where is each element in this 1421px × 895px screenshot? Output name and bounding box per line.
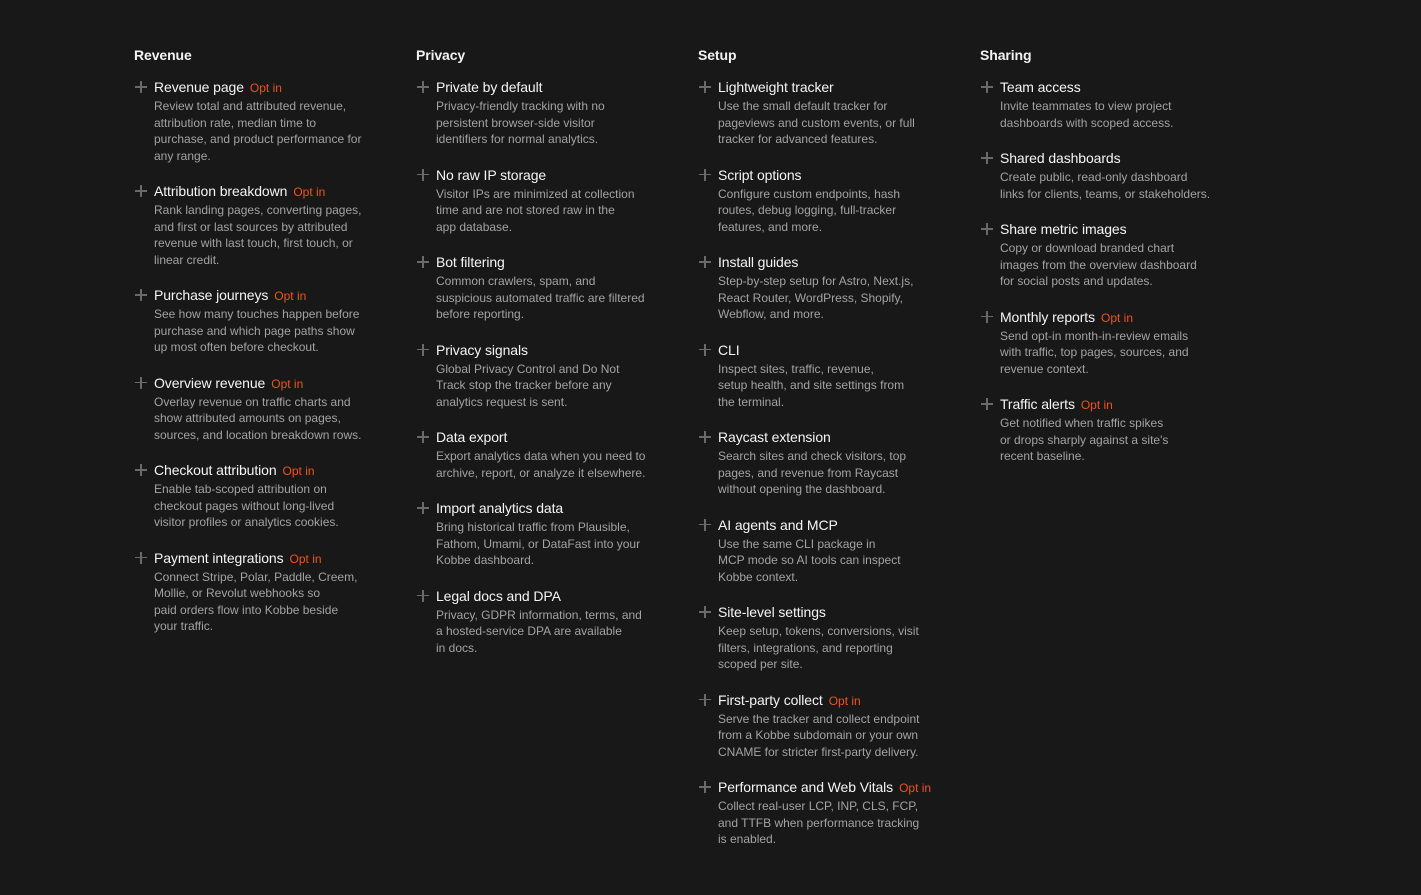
- feature-description: [154, 569, 396, 635]
- feature-install-guides: [698, 253, 960, 323]
- feature-title: Purchase journeys: [154, 287, 269, 303]
- description-line: from a Kobbe subdomain or your own: [718, 728, 919, 742]
- column-setup: [698, 46, 960, 866]
- feature-description: [718, 98, 960, 148]
- feature-description: [718, 711, 960, 761]
- column-revenue: [134, 46, 396, 653]
- description-line: archive, report, or analyze it elsewhere.: [436, 465, 646, 480]
- description-line: a hosted-service DPA are available: [436, 624, 622, 638]
- plus-icon: [135, 377, 147, 389]
- description-line: Visitor IPs are minimized at collection: [436, 186, 635, 201]
- feature-header: [436, 428, 678, 446]
- opt-in-badge: Opt in: [289, 551, 322, 566]
- plus-icon: [417, 590, 429, 602]
- feature-share-metric-images: [980, 220, 1242, 290]
- plus-icon: [135, 552, 147, 564]
- feature-privacy-signals: [416, 341, 678, 411]
- description-line: Review total and attributed revenue,: [154, 99, 347, 113]
- feature-data-export: [416, 428, 678, 481]
- plus-icon: [981, 398, 993, 410]
- description-line: purchase, and product performance for: [154, 132, 362, 146]
- opt-in-badge: Opt in: [274, 289, 307, 303]
- description-line: in docs.: [436, 640, 478, 655]
- feature-description: [436, 448, 678, 481]
- plus-icon: [135, 81, 147, 93]
- feature-description: [436, 273, 678, 323]
- column-title: Revenue: [134, 47, 192, 63]
- feature-description: [718, 186, 960, 236]
- description-line: paid orders flow into Kobbe beside: [154, 602, 339, 617]
- feature-description: [436, 607, 678, 657]
- feature-header: [154, 461, 396, 479]
- feature-title: Lightweight tracker: [718, 79, 834, 95]
- feature-import-analytics-data: [416, 499, 678, 569]
- description-line: Overlay revenue on traffic charts and: [154, 394, 351, 409]
- feature-shared-dashboards: [980, 149, 1242, 202]
- feature-header: [1000, 149, 1242, 167]
- feature-header: [154, 78, 396, 96]
- feature-bot-filtering: [416, 253, 678, 323]
- feature-header: [154, 374, 396, 392]
- feature-header: [436, 587, 678, 605]
- description-line: show attributed amounts on pages,: [154, 411, 341, 425]
- description-line: See how many touches happen before: [154, 307, 360, 321]
- feature-site-level-settings: [698, 603, 960, 673]
- column-title: Privacy: [416, 47, 466, 63]
- feature-description: [718, 448, 960, 498]
- feature-header: [718, 341, 960, 359]
- description-line: Send opt-in month-in-review emails: [1000, 328, 1189, 343]
- description-line: Export analytics data when you need to: [436, 449, 646, 463]
- description-line: app database.: [436, 219, 513, 234]
- feature-header: [436, 253, 678, 271]
- feature-team-access: [980, 78, 1242, 131]
- feature-legal-docs-and-dpa: [416, 587, 678, 657]
- plus-icon: [699, 169, 711, 181]
- feature-title: Install guides: [718, 254, 799, 270]
- feature-description: [154, 481, 396, 531]
- feature-description: [718, 536, 960, 586]
- opt-in-badge: Opt in: [282, 464, 315, 478]
- feature-ai-agents-and-mcp: [698, 516, 960, 586]
- plus-icon: [981, 152, 993, 164]
- feature-header: [436, 166, 678, 184]
- description-line: dashboards with scoped access.: [1000, 115, 1174, 130]
- plus-icon: [699, 431, 711, 443]
- description-line: Use the small default tracker for: [718, 99, 888, 113]
- description-line: and first or last sources by attributed: [154, 219, 348, 234]
- feature-title: Monthly reports: [1000, 308, 1095, 325]
- plus-icon: [981, 223, 993, 235]
- feature-title: No raw IP storage: [436, 166, 547, 183]
- plus-icon: [135, 464, 147, 476]
- feature-title: First-party collect: [718, 691, 823, 708]
- feature-header: [1000, 220, 1242, 238]
- column-title: Setup: [698, 47, 737, 63]
- feature-title: Performance and Web Vitals: [718, 779, 894, 795]
- description-line: analytics request is sent.: [436, 394, 568, 409]
- description-line: identifiers for normal analytics.: [436, 132, 599, 146]
- description-line: Track stop the tracker before any: [436, 378, 612, 392]
- feature-description: [154, 394, 396, 444]
- plus-icon: [699, 781, 711, 793]
- description-line: up most often before checkout.: [154, 340, 319, 354]
- description-line: sources, and location breakdown rows.: [154, 427, 362, 442]
- feature-private-by-default: [416, 78, 678, 148]
- description-line: images from the overview dashboard: [1000, 257, 1197, 272]
- feature-header: [436, 341, 678, 359]
- feature-title: Team access: [1000, 79, 1081, 95]
- feature-title: Checkout attribution: [154, 462, 277, 478]
- feature-title: Privacy signals: [436, 341, 528, 358]
- plus-icon: [699, 606, 711, 618]
- feature-description: [436, 361, 678, 411]
- description-line: Privacy, GDPR information, terms, and: [436, 607, 642, 622]
- feature-title: Traffic alerts: [1000, 396, 1075, 412]
- feature-header: [154, 182, 396, 200]
- feature-title: Overview revenue: [154, 374, 266, 391]
- feature-cli: [698, 341, 960, 411]
- description-line: suspicious automated traffic are filtered: [436, 290, 645, 305]
- opt-in-badge: Opt in: [1100, 310, 1133, 325]
- description-line: before reporting.: [436, 307, 525, 321]
- feature-header: [154, 549, 396, 567]
- description-line: visitor profiles or analytics cookies.: [154, 515, 339, 529]
- feature-header: [718, 166, 960, 184]
- feature-description: [436, 98, 678, 148]
- feature-traffic-alerts: [980, 395, 1242, 465]
- description-line: Step-by-step setup for Astro, Next.js,: [718, 274, 914, 288]
- feature-header: [718, 428, 960, 446]
- opt-in-badge: Opt in: [249, 81, 282, 95]
- description-line: Search sites and check visitors, top: [718, 449, 907, 463]
- plus-icon: [135, 289, 147, 301]
- feature-title: Legal docs and DPA: [436, 587, 561, 604]
- description-line: tracker for advanced features.: [718, 132, 878, 146]
- feature-title: Attribution breakdown: [154, 183, 288, 199]
- feature-header: [436, 499, 678, 517]
- feature-title: Bot filtering: [436, 254, 505, 270]
- description-line: revenue with last touch, first touch, or: [154, 236, 353, 250]
- description-line: Kobbe dashboard.: [436, 553, 535, 567]
- column-sharing: [980, 46, 1242, 483]
- features-grid: [134, 46, 1274, 886]
- description-line: revenue context.: [1000, 361, 1089, 376]
- feature-title: Revenue page: [154, 79, 244, 95]
- feature-description: [154, 98, 396, 164]
- column-title: Sharing: [980, 47, 1032, 63]
- plus-icon: [699, 256, 711, 268]
- description-line: Connect Stripe, Polar, Paddle, Creem,: [154, 569, 358, 584]
- plus-icon: [981, 81, 993, 93]
- feature-header: [718, 603, 960, 621]
- feature-script-options: [698, 166, 960, 236]
- feature-description: [718, 798, 960, 848]
- plus-icon: [417, 169, 429, 181]
- feature-description: [1000, 415, 1242, 465]
- opt-in-badge: Opt in: [899, 781, 932, 795]
- feature-description: [436, 186, 678, 236]
- feature-raycast-extension: [698, 428, 960, 498]
- plus-icon: [417, 431, 429, 443]
- feature-description: [1000, 98, 1242, 131]
- description-line: features, and more.: [718, 219, 823, 234]
- plus-icon: [417, 81, 429, 93]
- plus-icon: [699, 81, 711, 93]
- plus-icon: [699, 519, 711, 531]
- feature-performance-and-web-vitals: [698, 778, 960, 848]
- description-line: the terminal.: [718, 394, 785, 409]
- description-line: pages, and revenue from Raycast: [718, 465, 899, 480]
- feature-first-party-collect: [698, 691, 960, 761]
- feature-header: [718, 516, 960, 534]
- description-line: checkout pages without long-lived: [154, 498, 335, 513]
- plus-icon: [417, 502, 429, 514]
- description-line: is enabled.: [718, 832, 777, 846]
- description-line: purchase and which page paths show: [154, 323, 355, 338]
- description-line: Keep setup, tokens, conversions, visit: [718, 624, 919, 638]
- feature-monthly-reports: [980, 308, 1242, 378]
- description-line: with traffic, top pages, sources, and: [1000, 345, 1189, 359]
- opt-in-badge: Opt in: [271, 376, 304, 391]
- plus-icon: [417, 256, 429, 268]
- description-line: pageviews and custom events, or full: [718, 115, 915, 130]
- feature-description: [1000, 240, 1242, 290]
- feature-header: [718, 253, 960, 271]
- description-line: Copy or download branded chart: [1000, 241, 1175, 255]
- feature-payment-integrations: [134, 549, 396, 635]
- feature-header: [1000, 308, 1242, 326]
- description-line: routes, debug logging, full-tracker: [718, 203, 897, 217]
- feature-title: Private by default: [436, 79, 543, 95]
- description-line: Privacy-friendly tracking with no: [436, 99, 605, 113]
- description-line: Rank landing pages, converting pages,: [154, 203, 362, 217]
- feature-header: [436, 78, 678, 96]
- description-line: setup health, and site settings from: [718, 378, 905, 392]
- feature-overview-revenue: [134, 374, 396, 444]
- description-line: Common crawlers, spam, and: [436, 274, 596, 288]
- feature-title: Site-level settings: [718, 604, 826, 620]
- feature-description: [436, 519, 678, 569]
- feature-description: [154, 306, 396, 356]
- description-line: time and are not stored raw in the: [436, 203, 615, 217]
- description-line: any range.: [154, 148, 211, 163]
- description-line: Create public, read-only dashboard: [1000, 170, 1188, 184]
- description-line: CNAME for stricter first-party delivery.: [718, 744, 919, 759]
- description-line: Collect real-user LCP, INP, CLS, FCP,: [718, 799, 919, 813]
- feature-title: Share metric images: [1000, 221, 1127, 237]
- plus-icon: [135, 185, 147, 197]
- feature-attribution-breakdown: [134, 182, 396, 268]
- feature-description: [718, 273, 960, 323]
- description-line: persistent browser-side visitor: [436, 115, 595, 130]
- feature-title: Payment integrations: [154, 549, 284, 566]
- description-line: Fathom, Umami, or DataFast into your: [436, 536, 641, 551]
- feature-title: Import analytics data: [436, 500, 564, 516]
- description-line: Use the same CLI package in: [718, 536, 876, 551]
- feature-revenue-page: [134, 78, 396, 164]
- feature-lightweight-tracker: [698, 78, 960, 148]
- description-line: Webflow, and more.: [718, 307, 824, 321]
- feature-no-raw-ip-storage: [416, 166, 678, 236]
- feature-title: Data export: [436, 429, 508, 445]
- description-line: for social posts and updates.: [1000, 274, 1153, 288]
- description-line: linear credit.: [154, 252, 220, 267]
- description-line: Get notified when traffic spikes: [1000, 416, 1164, 430]
- feature-description: [1000, 169, 1242, 202]
- description-line: Bring historical traffic from Plausible,: [436, 520, 630, 534]
- description-line: scoped per site.: [718, 657, 803, 671]
- plus-icon: [417, 344, 429, 356]
- opt-in-badge: Opt in: [1080, 398, 1113, 412]
- description-line: or drops sharply against a site's: [1000, 432, 1169, 447]
- description-line: your traffic.: [154, 619, 214, 633]
- description-line: Serve the tracker and collect endpoint: [718, 711, 920, 726]
- description-line: Enable tab-scoped attribution on: [154, 482, 327, 496]
- feature-title: CLI: [718, 341, 740, 358]
- feature-header: [1000, 395, 1242, 413]
- plus-icon: [699, 694, 711, 706]
- feature-header: [718, 778, 960, 796]
- description-line: and TTFB when performance tracking: [718, 815, 920, 830]
- feature-header: [1000, 78, 1242, 96]
- feature-title: AI agents and MCP: [718, 516, 838, 533]
- feature-description: [718, 623, 960, 673]
- feature-header: [718, 691, 960, 709]
- feature-checkout-attribution: [134, 461, 396, 531]
- description-line: Invite teammates to view project: [1000, 99, 1172, 113]
- description-line: attribution rate, median time to: [154, 115, 317, 130]
- opt-in-badge: Opt in: [293, 185, 326, 199]
- feature-description: [718, 361, 960, 411]
- column-privacy: [416, 46, 678, 674]
- description-line: Configure custom endpoints, hash: [718, 186, 901, 201]
- feature-description: [154, 202, 396, 268]
- plus-icon: [981, 311, 993, 323]
- feature-title: Script options: [718, 166, 802, 183]
- opt-in-badge: Opt in: [828, 693, 861, 708]
- feature-title: Raycast extension: [718, 429, 831, 445]
- plus-icon: [699, 344, 711, 356]
- description-line: Mollie, or Revolut webhooks so: [154, 586, 321, 600]
- description-line: MCP mode so AI tools can inspect: [718, 553, 901, 567]
- description-line: React Router, WordPress, Shopify,: [718, 290, 903, 305]
- description-line: filters, integrations, and reporting: [718, 640, 893, 655]
- description-line: recent baseline.: [1000, 449, 1085, 463]
- feature-header: [718, 78, 960, 96]
- description-line: links for clients, teams, or stakeholders.: [1000, 186, 1211, 201]
- feature-purchase-journeys: [134, 286, 396, 356]
- description-line: without opening the dashboard.: [718, 482, 886, 496]
- description-line: Global Privacy Control and Do Not: [436, 361, 620, 376]
- description-line: Kobbe context.: [718, 569, 799, 584]
- feature-description: [1000, 328, 1242, 378]
- feature-title: Shared dashboards: [1000, 150, 1121, 166]
- description-line: Inspect sites, traffic, revenue,: [718, 361, 874, 376]
- feature-header: [154, 286, 396, 304]
